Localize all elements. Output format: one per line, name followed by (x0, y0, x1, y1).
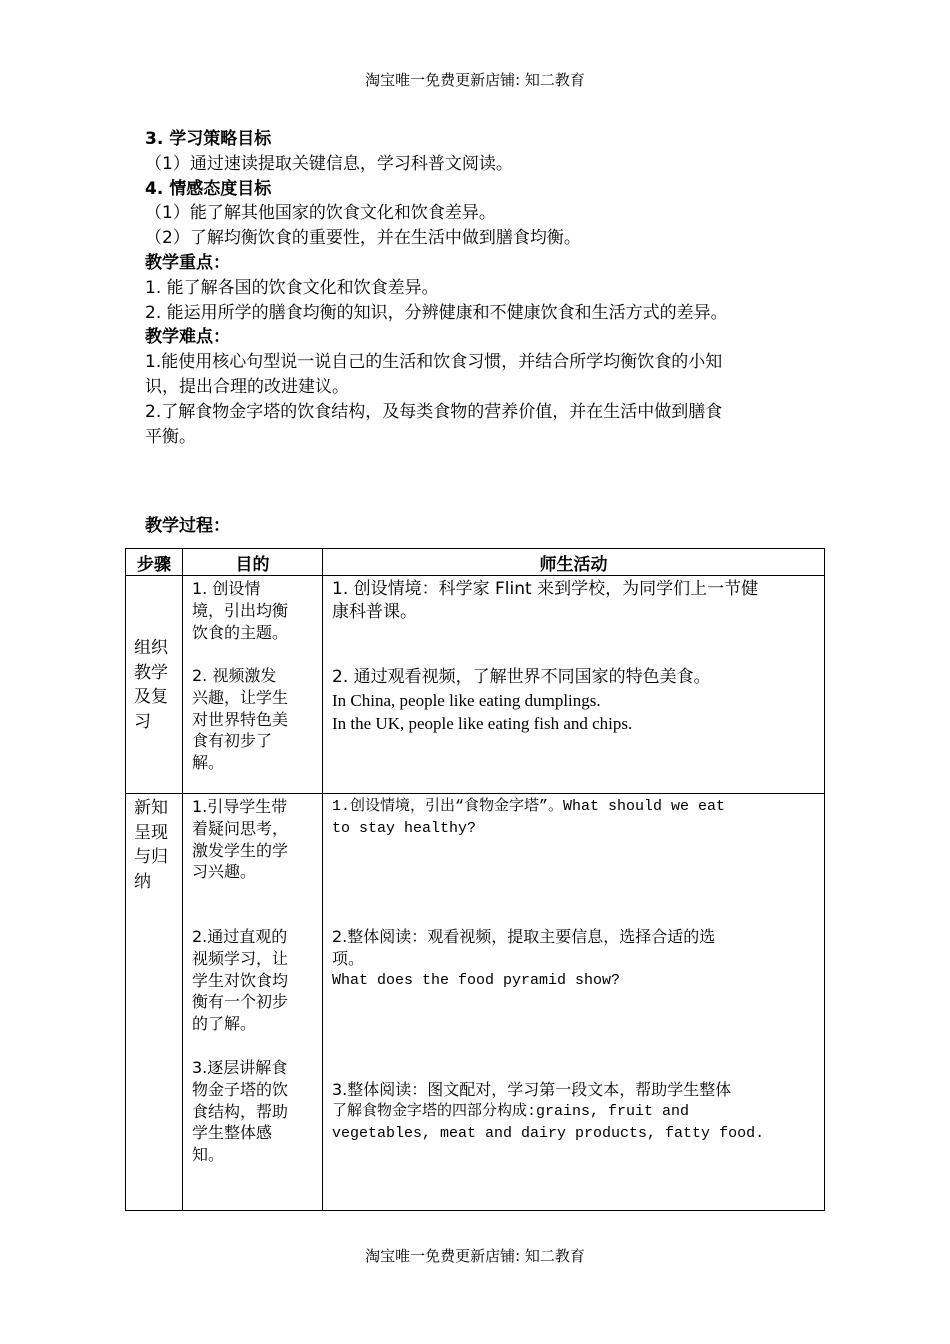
activity-cell (323, 794, 825, 1211)
purpose-line: 食结构，帮助 (192, 1101, 289, 1121)
activity-line: 2. 通过观看视频，了解世界不同国家的特色美食。 (332, 667, 711, 687)
step-text: 纳 (134, 871, 151, 892)
table-header: 步骤 (126, 549, 183, 576)
key-point-item: 2. 能运用所学的膳食均衡的知识，分辨健康和不健康饮食和生活方式的差异。 (145, 302, 728, 323)
activity-block (332, 578, 816, 624)
purpose-line: 食有初步了 (192, 731, 273, 751)
activity-line: 了解食物金字塔的四部分构成:grains, fruit and (332, 1102, 690, 1120)
purpose-line: 着疑问思考， (192, 818, 289, 838)
activity-line: vegetables, meat and dairy products, fatty food. (332, 1124, 765, 1142)
activity-block (332, 926, 816, 991)
goals-section (145, 127, 825, 449)
key-point-item: 1. 能了解各国的饮食文化和饮食差异。 (145, 277, 439, 298)
purpose-block (192, 926, 314, 1035)
purpose-line: 衡有一个初步 (192, 992, 289, 1012)
purpose-line: 知。 (192, 1145, 225, 1165)
purpose-line: 学生整体感 (192, 1123, 273, 1143)
process-title: 教学过程： (145, 516, 230, 536)
purpose-line: 对世界特色美 (192, 709, 289, 729)
attitude-goal-title: 4. 情感态度目标 (145, 178, 272, 199)
step-cell (126, 794, 183, 1211)
purpose-line: 解。 (192, 753, 225, 773)
purpose-block (192, 796, 314, 883)
step-text: 教学 (134, 662, 168, 683)
purpose-line: 2.通过直观的 (192, 927, 288, 946)
table-header: 师生活动 (323, 549, 825, 576)
step-text: 习 (134, 711, 151, 732)
activity-line: 3.整体阅读：图文配对，学习第一段文本，帮助学生整体 (332, 1080, 732, 1099)
difficulty-item: 2.了解食物金字塔的饮食结构，及每类食物的营养价值，并在生活中做到膳食 (145, 401, 723, 422)
table-row (126, 794, 825, 1211)
purpose-line: 1. 创设情 (192, 579, 261, 598)
table-row (126, 576, 825, 794)
difficulty-item: 识，提出合理的改进建议。 (145, 376, 349, 397)
purpose-line: 学生对饮食均 (192, 970, 289, 990)
activity-line: In the UK, people like eating fish and chips. (332, 714, 633, 733)
step-text: 及复 (134, 687, 168, 708)
purpose-line: 2. 视频激发 (192, 666, 277, 685)
difficulties-title: 教学难点： (145, 327, 230, 348)
activity-line: 1.创设情境，引出“食物金字塔”。What should we eat (332, 798, 726, 815)
purpose-cell (183, 576, 323, 794)
table-header: 目的 (183, 549, 323, 576)
purpose-block (192, 578, 314, 643)
purpose-line: 物金子塔的饮 (192, 1079, 289, 1099)
attitude-goal-item: （2）了解均衡饮食的重要性，并在生活中做到膳食均衡。 (145, 228, 581, 249)
purpose-block (192, 1057, 314, 1166)
page-header: 淘宝唯一免费更新店铺: 知二教育 (365, 71, 585, 89)
activity-line: 康科普课。 (332, 602, 417, 622)
activity-line: What does the food pyramid show? (332, 971, 621, 989)
activity-line: to stay healthy? (332, 819, 477, 837)
key-points-title: 教学重点： (145, 252, 230, 273)
step-text: 呈现 (134, 822, 168, 843)
purpose-line: 境，引出均衡 (192, 600, 289, 620)
purpose-line: 习兴趣。 (192, 862, 257, 882)
activity-line: In China, people like eating dumplings. (332, 691, 601, 710)
difficulty-item: 平衡。 (145, 426, 196, 447)
activity-block (332, 1079, 816, 1144)
step-cell (126, 576, 183, 794)
activity-line: 2.整体阅读：观看视频，提取主要信息，选择合适的选 (332, 927, 716, 946)
activity-line: 1. 创设情境：科学家 Flint 来到学校，为同学们上一节健 (332, 579, 759, 599)
attitude-goal-item: （1）能了解其他国家的饮食文化和饮食差异。 (145, 203, 496, 224)
purpose-line: 激发学生的学 (192, 840, 289, 860)
purpose-block (192, 665, 314, 774)
step-text: 新知 (134, 798, 168, 818)
activity-block (332, 796, 816, 840)
activity-line: 项。 (332, 948, 365, 968)
purpose-line: 的了解。 (192, 1014, 257, 1034)
activity-block (332, 666, 816, 735)
table-header-row (126, 549, 825, 576)
purpose-line: 兴趣，让学生 (192, 687, 289, 707)
activity-cell (323, 576, 825, 794)
purpose-line: 3.逐层讲解食 (192, 1058, 288, 1077)
purpose-line: 视频学习，让 (192, 948, 289, 968)
process-table (125, 548, 825, 1211)
difficulty-item: 1.能使用核心句型说一说自己的生活和饮食习惯，并结合所学均衡饮食的小知 (145, 352, 723, 373)
step-text: 组织 (134, 638, 168, 658)
purpose-line: 1.引导学生带 (192, 797, 288, 816)
strategy-goal-item: （1）通过速读提取关键信息，学习科普文阅读。 (145, 153, 513, 174)
purpose-line: 饮食的主题。 (192, 622, 289, 642)
step-text: 与归 (134, 847, 168, 868)
page-footer: 淘宝唯一免费更新店铺: 知二教育 (365, 1247, 585, 1265)
purpose-cell (183, 794, 323, 1211)
strategy-goal-title: 3. 学习策略目标 (145, 129, 272, 149)
